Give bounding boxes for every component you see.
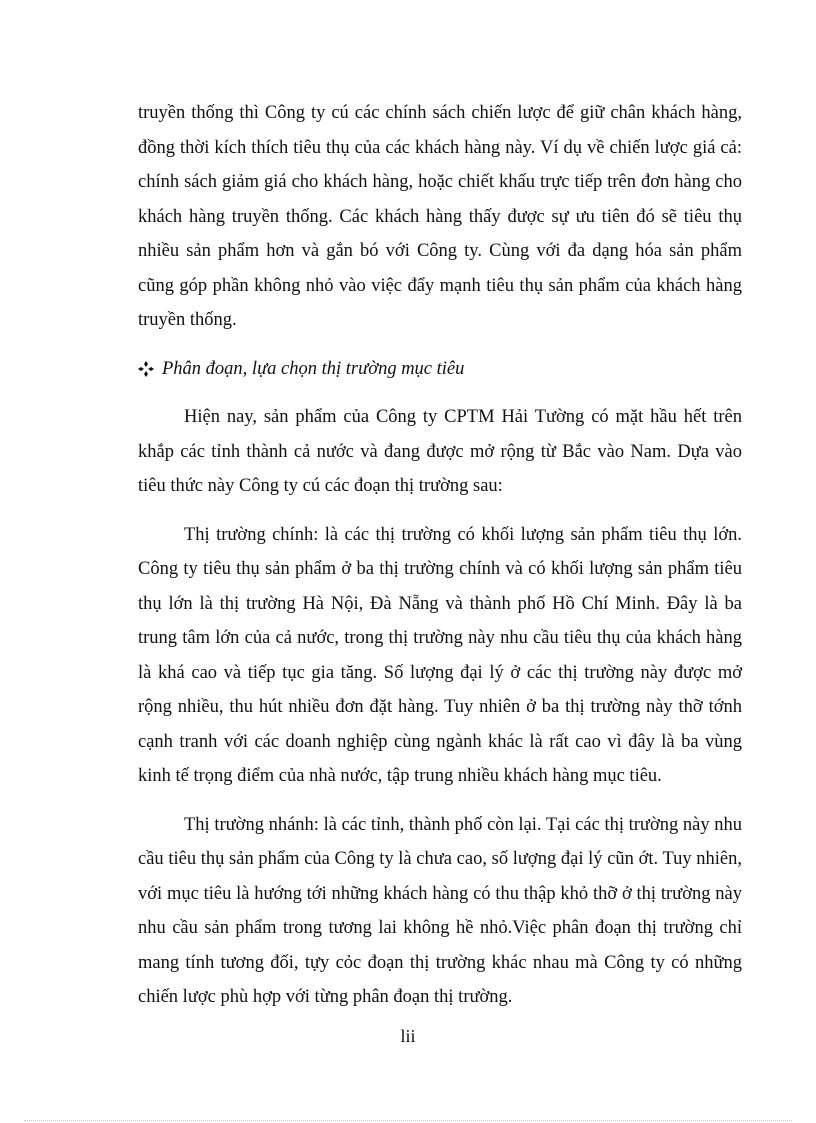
page-bottom-divider	[24, 1120, 792, 1121]
section-heading-text: Phân đoạn, lựa chọn thị trường mục tiêu	[162, 358, 465, 379]
section-heading	[138, 352, 742, 387]
paragraph-continuation: truyền thống thì Công ty cú các chính sách chiến lược để giữ chân khách hàng, đồng thời kích thích tiêu thụ của các khách hàng này. Ví dụ về chiến lược giá cả: chính sách giảm giá cho khách hàng, hoặc chiết khấu trực tiếp trên đơn hàng cho khách hàng truyền thống. Các khách hàng thấy được sự ưu tiên đó sẽ tiêu thụ nhiều sản phẩm hơn và gắn bó với Công ty. Cùng với đa dạng hóa sản phẩm cũng góp phần không nhỏ vào việc đẩy mạnh tiêu thụ sản phẩm của khách hàng truyền thống.	[138, 103, 742, 330]
page-body	[138, 96, 742, 1015]
paragraph-main-market: Thị trường chính: là các thị trường có khối lượng sản phẩm tiêu thụ lớn. Công ty tiêu thụ sản phẩm ở ba thị trường chính và có khối lượng sản phẩm tiêu thụ lớn là thị trường Hà Nội, Đà Nẵng và thành phố Hồ Chí Minh. Đây là ba trung tâm lớn của cả nước, trong thị trường này nhu cầu tiêu thụ của khách hàng là khá cao và tiếp tục gia tăng. Số lượng đại lý ở các thị trường này được mở rộng nhiều, thu hút nhiều đơn đặt hàng. Tuy nhiên ở ba thị trường này thỡ tớnh cạnh tranh với các doanh nghiệp cùng ngành khác là rất cao vì đây là ba vùng kinh tế trọng điểm của nhà nước, tập trung nhiều khách hàng mục tiêu.	[138, 524, 742, 786]
paragraph-branch-market: Thị trường nhánh: là các tỉnh, thành phố còn lại. Tại các thị trường này nhu cầu tiêu thụ sản phẩm của Công ty là chưa cao, số lượng đại lý cũn ớt. Tuy nhiên, với mục tiêu là hướng tới những khách hàng có thu thập khỏ thỡ ở thị trường này nhu cầu sản phẩm trong tương lai không hề nhỏ.Việc phân đoạn thị trường chỉ mang tính tương đối, tựy cỏc đoạn thị trường khác nhau mà Công ty có những chiến lược phù hợp với từng phân đoạn thị trường.	[138, 814, 742, 1007]
four-diamond-bullet-icon	[138, 361, 154, 377]
paragraph-intro: Hiện nay, sản phẩm của Công ty CPTM Hải Tường có mặt hầu hết trên khắp các tỉnh thành cả nước và đang được mở rộng từ Bắc vào Nam. Dựa vào tiêu thức này Công ty cú các đoạn thị trường sau:	[138, 407, 742, 496]
page-number: lii	[400, 1026, 416, 1046]
